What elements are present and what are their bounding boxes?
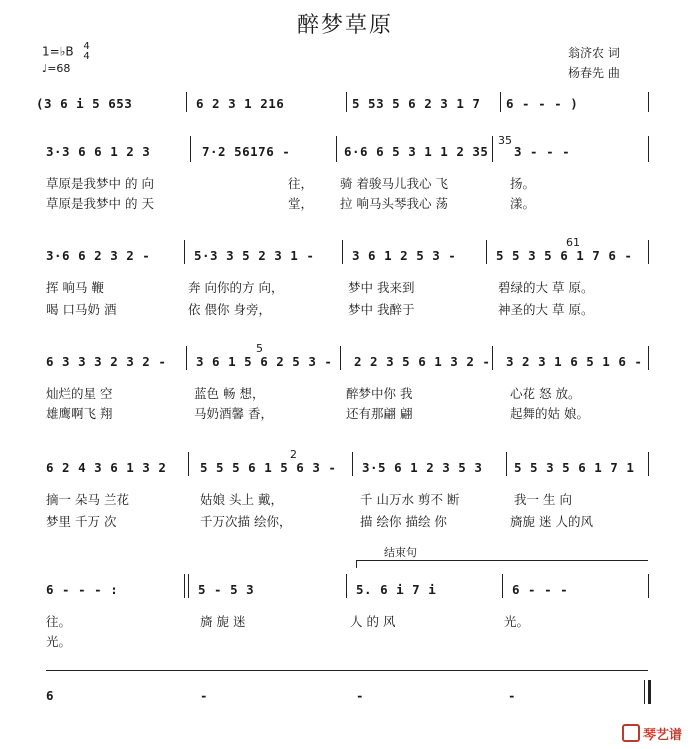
composer-credit: 杨春先 曲 [568,66,620,80]
notation-measure: 6 2 3 1 216 [196,96,285,111]
notation-measure: - [508,688,517,703]
lyric-line: 往， [288,176,314,191]
lyric-line: 灿烂的星 空 [46,386,113,401]
notation-measure: - [356,688,365,703]
lyricist-credit: 翁济农 词 [568,46,620,60]
logo-icon [622,724,640,742]
lyric-line: 光。 [46,634,72,649]
lyric-line: 描 绘你 描绘 你 [360,514,447,529]
notation-measure: 6·6 6 5 3 1 1 2 35 [344,144,489,159]
lyric-line: 光。 [504,614,530,629]
lyric-line: 梦中 我醉于 [348,302,415,317]
notation-measure: 2 2 3 5 6 1 3 2 - [354,354,491,369]
lyric-line: 挥 响马 鞭 [46,280,104,295]
page-title: 醉梦草原 [296,13,393,38]
lyric-line: 起舞的姑 娘。 [510,406,589,421]
grace-note: 61 [566,236,580,249]
lyric-line: 骑 着骏马儿我心 飞 [340,176,448,191]
notation-measure: 5·3 3 5 2 3 1 - [194,248,315,263]
lyric-line: 人 的 风 [350,614,396,629]
lyric-line: 拉 响马头琴我心 荡 [340,196,448,211]
notation-measure: 6 3 3 3 2 3 2 - [46,354,167,369]
notation-measure: 3 6 1 2 5 3 - [352,248,457,263]
notation-measure: 6 2 4 3 6 1 3 2 [46,460,167,475]
notation-measure: 5 - 5 3 [198,582,255,597]
lyric-line: 奔 向你的方 向， [188,280,284,295]
notation-measure: 3 6 1 5 6 2 5 3 - [196,354,333,369]
time-top: 4 [83,41,90,52]
lyric-line: 姑娘 头上 戴， [200,492,283,507]
lyric-line: 碧绿的大 草 原。 [498,280,594,295]
notation-measure: 5. 6 i 7 i [356,582,437,597]
notation-measure: 3·3 6 6 1 2 3 [46,144,151,159]
key-label: 1=♭B [42,44,74,59]
lyric-line: 还有那翩 翩 [346,406,413,421]
notation-measure: 3 2 3 1 6 5 1 6 - [506,354,643,369]
lyric-line: 依 偎你 身旁， [188,302,271,317]
lyric-line: 堂， [288,196,314,211]
notation-measure: 3·5 6 1 2 3 5 3 [362,460,483,475]
lyric-line: 旖 旎 迷 [200,614,246,629]
notation-measure: - [200,688,209,703]
notation-measure: (3 6 i 5 653 [36,96,133,111]
lyric-line: 喝 口马奶 酒 [46,302,117,317]
notation-measure: 5 5 3 5 6 1 7 6 - [496,248,633,263]
grace-note: 35 [498,134,512,147]
lyric-line: 草原是我梦中 的 天 [46,196,154,211]
lyric-line: 漾。 [510,196,536,211]
section-label: 结束句 [384,546,417,559]
time-signature [83,42,89,62]
lyric-line: 往。 [46,614,72,629]
notation-measure: 6 - - - ) [506,96,579,111]
lyric-line: 千万次描 绘你， [200,514,292,529]
notation-measure: 5 5 3 5 6 1 7 1 [514,460,635,475]
notation-measure: 6 - - - [512,582,569,597]
notation-measure: 3·6 6 2 3 2 - [46,248,151,263]
lyric-line: 雄鹰啊飞 翔 [46,406,113,421]
notation-measure: 7·2 56176 - [202,144,291,159]
lyric-line: 马奶酒馨 香， [194,406,273,421]
lyric-line: 神圣的大 草 原。 [498,302,594,317]
lyric-line: 摘一 朵马 兰花 [46,492,129,507]
lyric-line: 梦里 千万 次 [46,514,117,529]
notation-measure: 3 - - - [514,144,571,159]
notation-measure: 6 - - - : [46,582,119,597]
notation-measure: 5 5 5 6 1 5 6 3 - [200,460,337,475]
lyric-line: 蓝色 畅 想， [194,386,265,401]
key-signature [42,42,90,62]
lyric-line: 千 山万水 剪不 断 [360,492,460,507]
tempo-marking: ♩=68 [42,62,71,75]
lyric-line: 心花 怒 放。 [510,386,581,401]
lyric-line: 我一 生 向 [514,492,572,507]
site-logo [622,724,682,743]
notation-measure: 5 53 5 6 2 3 1 7 [352,96,481,111]
lyric-line: 梦中 我来到 [348,280,415,295]
grace-note: 2 [290,448,297,461]
notation-measure: 6 [46,688,55,703]
logo-text: 琴艺谱 [642,728,682,743]
lyric-line: 醉梦中你 我 [346,386,413,401]
grace-note: 5 [256,342,263,355]
lyric-line: 草原是我梦中 的 向 [46,176,154,191]
time-bottom: 4 [83,51,90,62]
lyric-line: 扬。 [510,176,536,191]
lyric-line: 旖旎 迷 人的风 [510,514,593,529]
